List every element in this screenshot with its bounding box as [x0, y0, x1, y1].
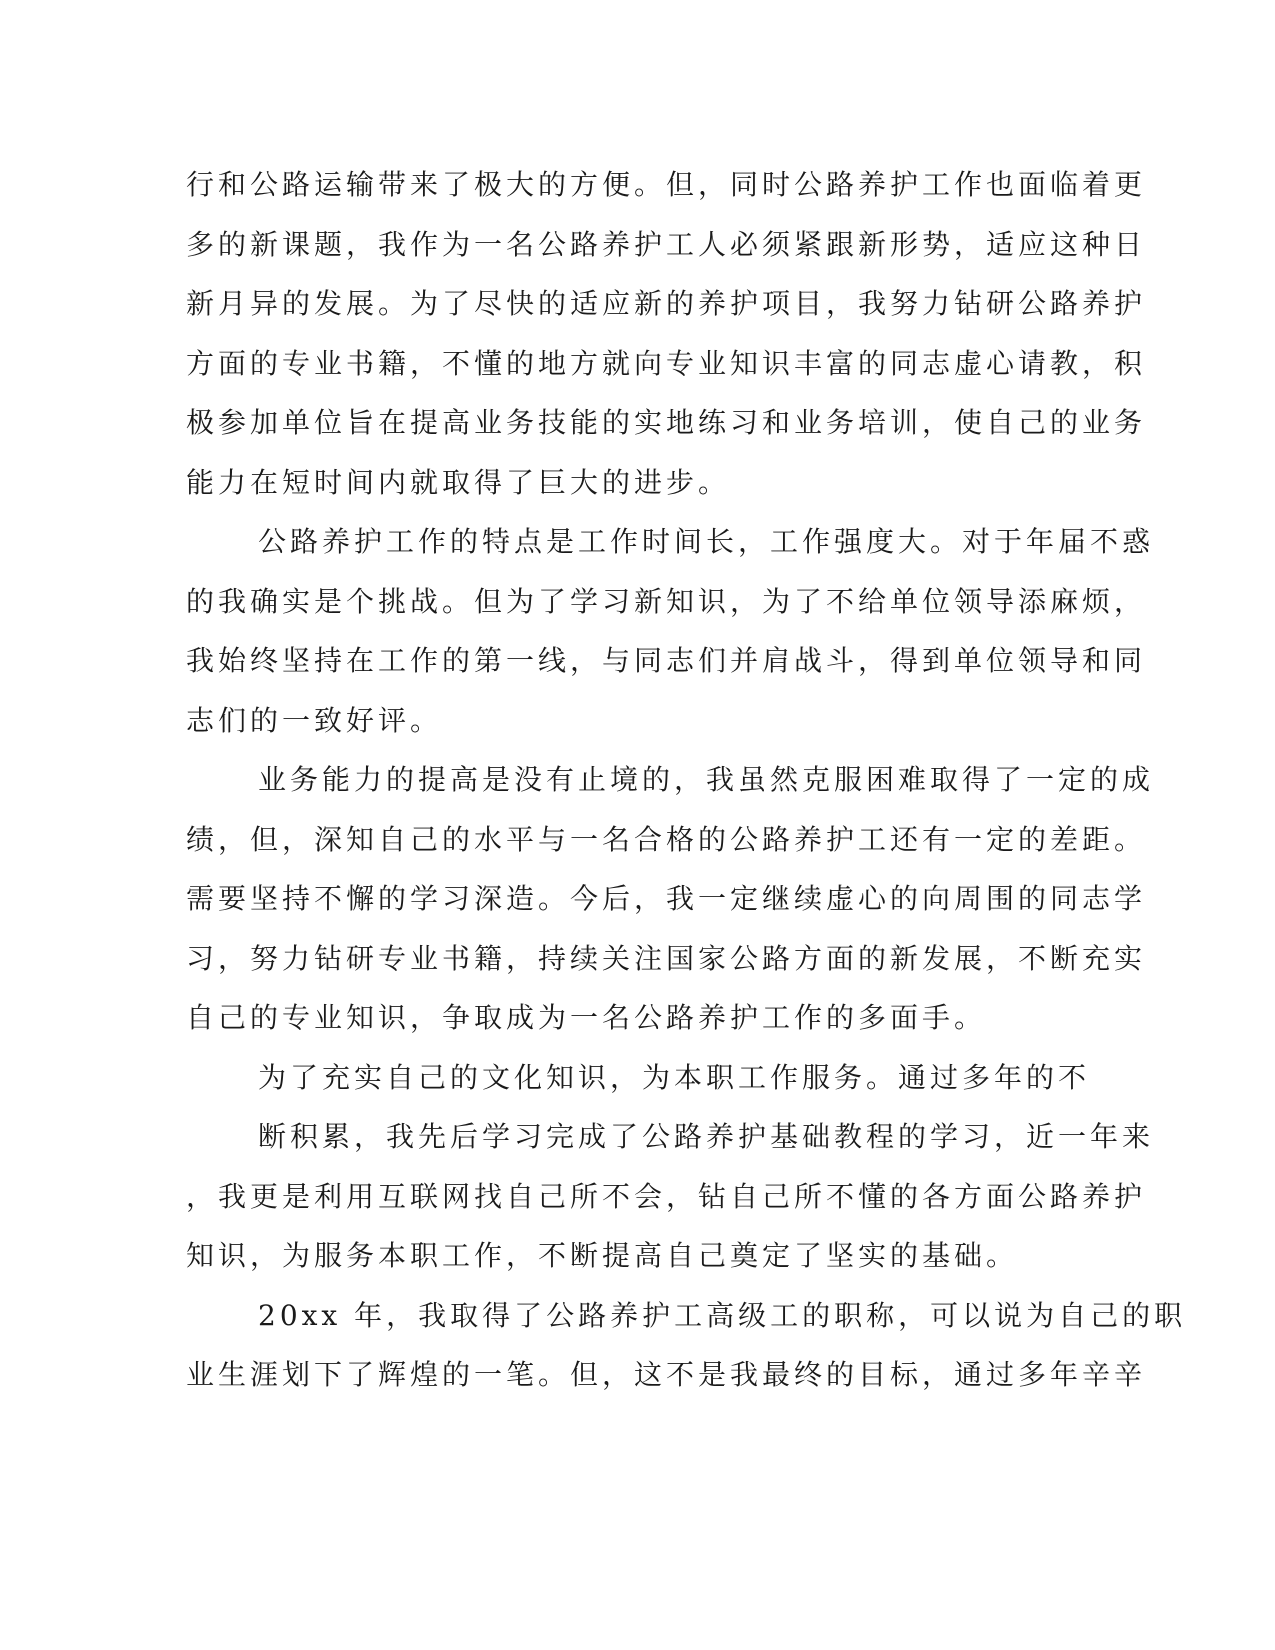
text-line: 断积累，我先后学习完成了公路养护基础教程的学习，近一年来 [258, 1120, 1155, 1153]
text-line: 公路养护工作的特点是工作时间长，工作强度大。对于年届不惑 [258, 525, 1155, 558]
text-line: 极参加单位旨在提高业务技能的实地练习和业务培训，使自己的业务 [186, 406, 1147, 439]
text-line: 行和公路运输带来了极大的方便。但，同时公路养护工作也面临着更 [186, 168, 1147, 201]
text-line: ，我更是利用互联网找自己所不会，钻自己所不懂的各方面公路养护 [186, 1179, 1147, 1213]
text-line: 业务能力的提高是没有止境的，我虽然克服困难取得了一定的成 [258, 763, 1155, 796]
paragraph [186, 1107, 1155, 1286]
text-line: 知识，为服务本职工作，不断提高自己奠定了坚实的基础。 [186, 1239, 1019, 1272]
text-line: 习，努力钻研专业书籍，持续关注国家公路方面的新发展，不断充实 [186, 941, 1147, 975]
paragraph [186, 1286, 1187, 1405]
text-line: 自己的专业知识，争取成为一名公路养护工作的多面手。 [186, 1001, 987, 1034]
text-line: 的我确实是个挑战。但为了学习新知识，为了不给单位领导添麻烦， [186, 584, 1147, 618]
text-line: 能力在短时间内就取得了巨大的进步。 [186, 465, 731, 499]
paragraph [186, 1048, 1091, 1108]
paragraph [186, 750, 1155, 1048]
text-line: 业生涯划下了辉煌的一笔。但，这不是我最终的目标，通过多年辛辛 [186, 1358, 1147, 1391]
text-line: 20xx 年，我取得了公路养护工高级工的职称，可以说为自己的职 [258, 1298, 1187, 1332]
paragraph [186, 512, 1155, 750]
text-line: 多的新课题，我作为一名公路养护工人必须紧跟新形势，适应这种日 [186, 227, 1147, 261]
text-line: 我始终坚持在工作的第一线，与同志们并肩战斗，得到单位领导和同 [186, 644, 1147, 677]
paragraph [186, 155, 1147, 512]
text-line: 新月异的发展。为了尽快的适应新的养护项目，我努力钻研公路养护 [186, 287, 1147, 320]
text-line: 需要坚持不懈的学习深造。今后，我一定继续虚心的向周围的同志学 [186, 882, 1147, 915]
text-line: 绩，但，深知自己的水平与一名合格的公路养护工还有一定的差距。 [186, 822, 1147, 856]
document-body [186, 155, 1187, 1405]
text-line: 为了充实自己的文化知识，为本职工作服务。通过多年的不 [258, 1060, 1091, 1094]
text-line: 志们的一致好评。 [186, 703, 443, 737]
text-line: 方面的专业书籍，不懂的地方就向专业知识丰富的同志虚心请教，积 [186, 346, 1147, 380]
